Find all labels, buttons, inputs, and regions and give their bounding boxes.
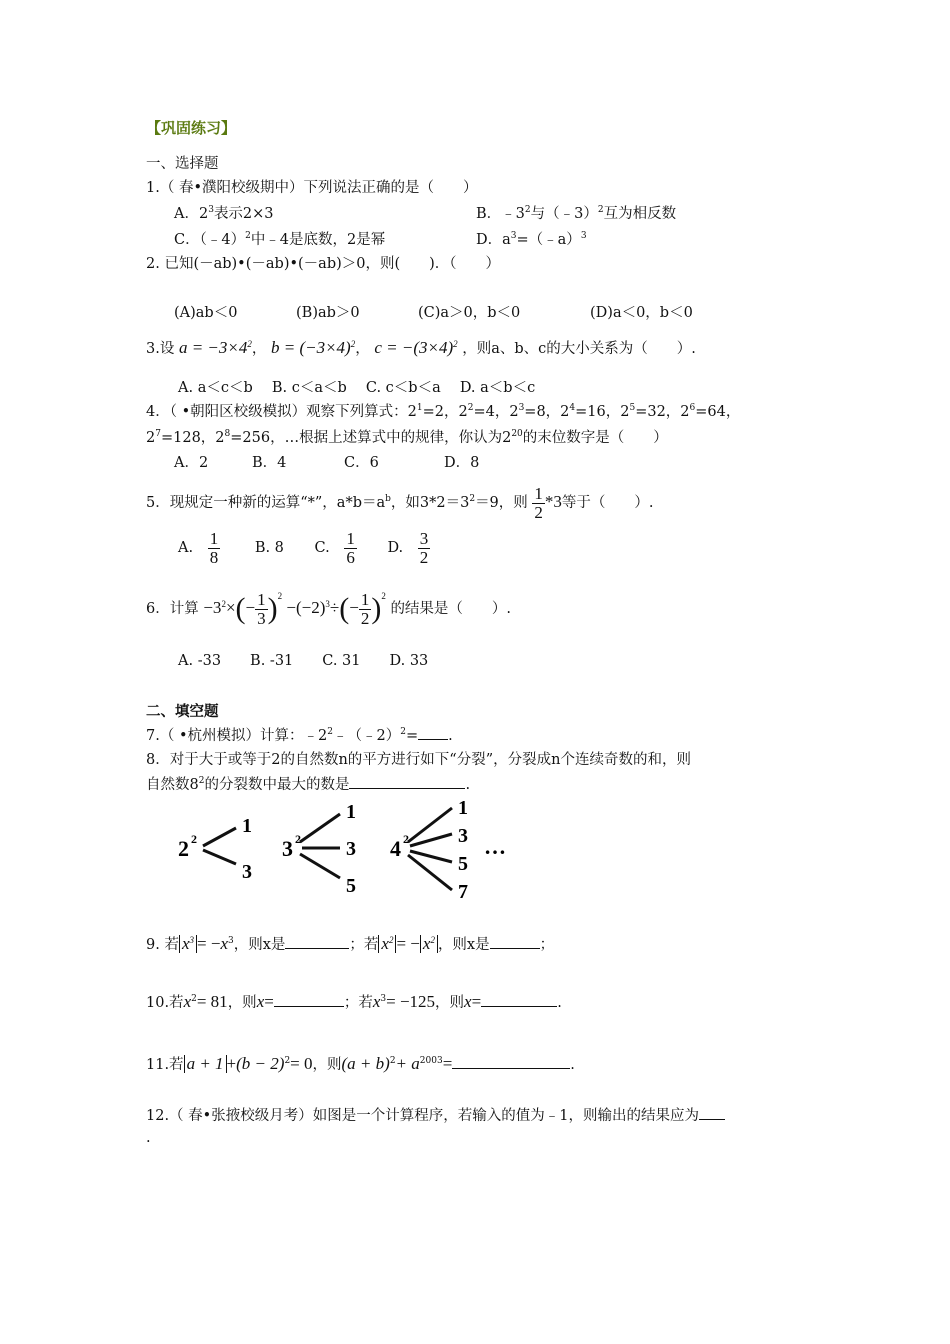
q4-line2: $2^7=128$，$2^8=256$，…根据上述算式中的规律，你认为$2^{20}$的末位数字是（ ） xyxy=(146,429,668,446)
q5-fraction: $\frac{1}{2}$ xyxy=(534,483,543,522)
q1-option-c: C．（﹣4）$^2$中﹣4是底数，2是幂 xyxy=(174,231,386,248)
split-4-squared xyxy=(390,798,506,903)
split-3-squared xyxy=(282,801,356,897)
q10-blank-2[interactable] xyxy=(481,1006,557,1007)
exp-3: 2 xyxy=(295,832,301,846)
q1-option-b: B．$﹣3^2$与（﹣3）$^2$互为相反数 xyxy=(476,205,677,222)
base-2: 2 xyxy=(178,836,189,861)
q12-line2: . xyxy=(146,1130,151,1146)
q7-stem: 7.（ •杭州模拟）计算：$﹣2^2﹣(﹣2)^2=$ . xyxy=(146,727,453,744)
q8-answer-blank[interactable] xyxy=(349,788,465,789)
q5-options: A. $\frac{1}{8}$ B. 8 C. $\frac{1}{6}$ D. $\frac{3}{2}$ xyxy=(178,528,429,567)
q8-line1: 8．对于大于或等于2的自然数n的平方进行如下“分裂”，分裂成n个连续奇数的和，则 xyxy=(146,752,691,768)
odd-5: 5 xyxy=(458,853,468,875)
base-3: 3 xyxy=(282,836,293,861)
q12-blank[interactable] xyxy=(699,1119,725,1120)
odd-3: 3 xyxy=(242,861,252,883)
q1-option-d: D．$a^3=(﹣a)^3$ xyxy=(476,231,587,248)
q5-frac-a: $\frac{1}{8}$ xyxy=(209,528,219,567)
exp-2: 2 xyxy=(191,832,197,846)
q3-options: A. a＜c＜b B. c＜a＜b C. c＜b＜a D. a＜b＜c xyxy=(178,380,536,396)
q3-eq-a: $a = -3\times 4^2$ xyxy=(178,338,252,357)
branch xyxy=(300,854,340,878)
q9-abs-3: $x^2$ xyxy=(420,935,438,953)
odd-1: 1 xyxy=(458,798,468,819)
branch xyxy=(203,828,236,846)
q1-option-a: A．$2^3$表示2×3 xyxy=(174,205,274,222)
q9-stem: 9. 若 $x^3 = -x^3$，则x是 ；若 $x^2$ = − $x^2$ ，则x是 ； xyxy=(146,934,555,953)
q2-option-a: (A)ab＜0 xyxy=(174,305,238,321)
q2-option-d: (D)a＜0，b＜0 xyxy=(590,305,693,321)
q10-blank-1[interactable] xyxy=(274,1006,344,1007)
q11-blank[interactable] xyxy=(452,1068,570,1069)
q10-stem: 10.若$x^2= 81$，则x= ；若$x^3= -125$，则x= . xyxy=(146,992,562,1011)
q6-stem: 6．计算 $-3^2\times(-$ $\frac{1}{3}$ )$^2 -(-2)^3\div(-$ $\frac{1}{2}$ )$^2$ 的结果是（ ）. xyxy=(146,589,512,628)
q3-stem: 3.设 $a = -3\times 4^2$， $b = (-3\times 4)^2$， $c = -(3\times 4)^2$ ，则a、b、c的大小关系为（ ）. xyxy=(146,338,696,357)
q9-blank-2[interactable] xyxy=(490,948,540,949)
section-title-choice: 一、选择题 xyxy=(146,156,219,172)
section-title-fill: 二、填空题 xyxy=(146,703,219,720)
odd-3: 3 xyxy=(458,825,468,847)
odd-7: 7 xyxy=(458,881,468,903)
exp-4: 2 xyxy=(403,832,409,846)
q9-abs-1: $x^3$ xyxy=(179,935,197,953)
q5-stem: 5．现规定一种新的运算“*”，$a*b=a^b$，如$3*2=3^2=9$，则 $\frac{1}{2}$ *3等于（ ）. xyxy=(146,483,654,522)
q3-eq-b: $b = (-3\times 4)^2$ xyxy=(270,338,356,357)
q11-abs: a + 1 xyxy=(184,1055,227,1073)
base-4: 4 xyxy=(390,836,401,861)
q4-option-d: D．8 xyxy=(444,455,480,471)
q2-stem: 2. 已知(－ab)•(－ab)•(－ab)＞0，则( )．（ ） xyxy=(146,256,501,272)
ellipsis: … xyxy=(484,834,506,859)
section-heading: 【巩固练习】 xyxy=(146,119,237,137)
odd-1: 1 xyxy=(346,801,356,823)
q9-abs-2: $x^2$ xyxy=(378,935,396,953)
q12-line1: 12.（ 春•张掖校级月考）如图是一个计算程序，若输入的值为﹣1，则输出的结果应为 xyxy=(146,1106,725,1126)
q6-expression: $-3^2\times(-$ $\frac{1}{3}$ )$^2 -(-2)^3\div(-$ $\frac{1}{2}$ )$^2$ xyxy=(203,589,386,628)
split-2-squared xyxy=(178,815,252,883)
q2-option-b: (B)ab＞0 xyxy=(296,305,360,321)
q5-frac-c: $\frac{1}{6}$ xyxy=(346,528,355,567)
branch xyxy=(300,814,340,842)
q4-option-a: A．2 xyxy=(174,455,209,471)
q3-eq-c: $c = -(3\times 4)^2$ xyxy=(374,338,458,357)
q2-option-c: (C)a＞0，b＜0 xyxy=(418,305,521,321)
q8-line2: 自然数$8^2$的分裂数中最大的数是 . xyxy=(146,776,471,793)
odd-1: 1 xyxy=(242,815,252,837)
q9-blank-1[interactable] xyxy=(285,948,349,949)
q4-option-b: B．4 xyxy=(252,455,287,471)
q1-stem: 1.（ 春•濮阳校级期中）下列说法正确的是（ ） xyxy=(146,180,478,196)
q4-line1: 4．（ •朝阳区校级模拟）观察下列算式：$2^1=2$，$2^2=4$，$2^3=8$，$2^4=16$，$2^5=32$，$2^6=64$， xyxy=(146,403,741,420)
q4-option-c: C．6 xyxy=(344,455,379,471)
q7-answer-blank[interactable] xyxy=(418,739,448,740)
q11-stem: 11.若 $a + 1 +(b - 2)^2= 0$，则$(a + b)^2+ a^{2003}=$ . xyxy=(146,1054,575,1073)
odd-5: 5 xyxy=(346,875,356,897)
odd-split-figure xyxy=(170,798,530,908)
branch xyxy=(203,850,236,864)
odd-3: 3 xyxy=(346,838,356,860)
q6-options: A. -33 B. -31 C. 31 D. 33 xyxy=(178,653,429,669)
q5-frac-d: $\frac{3}{2}$ xyxy=(419,528,429,567)
